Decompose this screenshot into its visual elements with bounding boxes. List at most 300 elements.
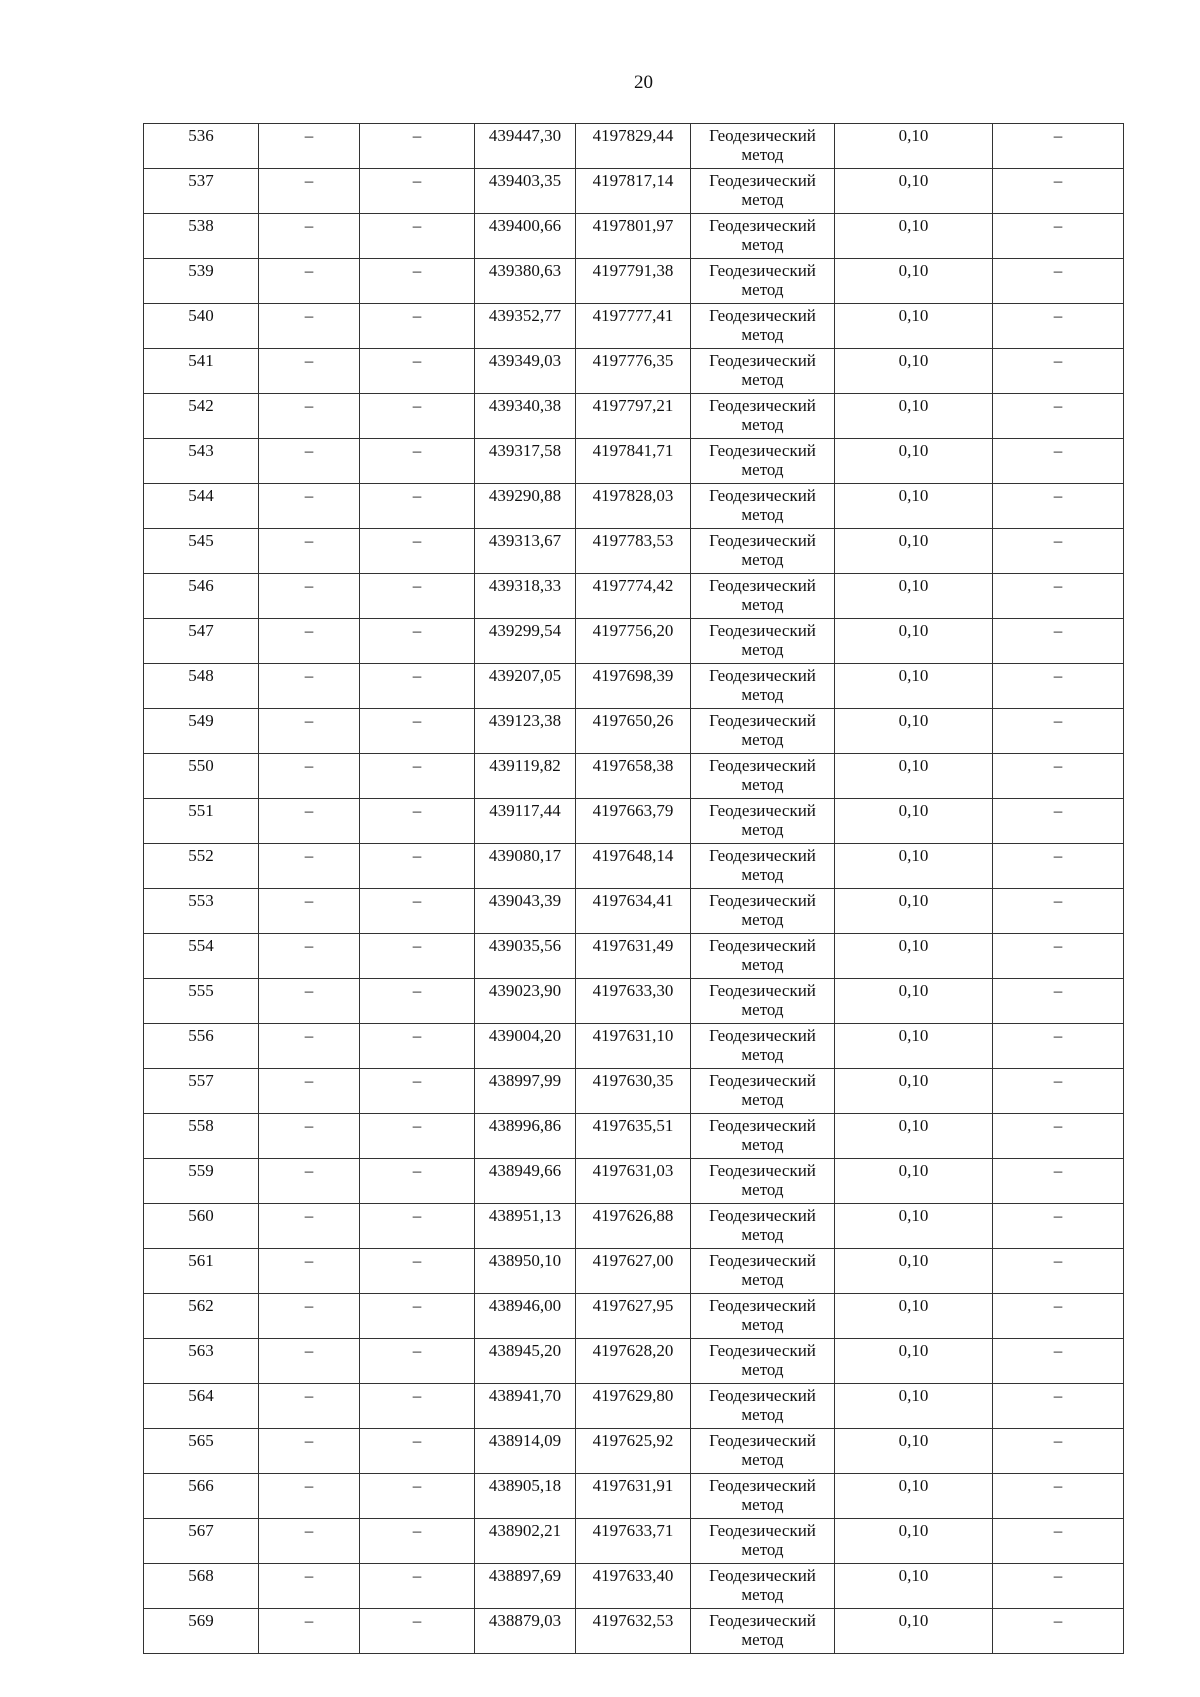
method-cell: Геодезический метод: [691, 574, 835, 619]
x-coordinate-cell: 439340,38: [475, 394, 576, 439]
table-body: [144, 124, 1124, 1654]
y-coordinate-cell: 4197777,41: [576, 304, 691, 349]
point-number-cell: 561: [144, 1249, 259, 1294]
x-coordinate-cell: 438914,09: [475, 1429, 576, 1474]
empty-value-cell: –: [360, 1249, 475, 1294]
empty-value-cell: –: [259, 124, 360, 169]
empty-value-cell: –: [360, 1519, 475, 1564]
accuracy-cell: 0,10: [835, 214, 993, 259]
empty-value-cell: –: [360, 1114, 475, 1159]
table-row: [144, 484, 1124, 529]
empty-value-cell: –: [259, 574, 360, 619]
table-row: [144, 124, 1124, 169]
accuracy-cell: 0,10: [835, 1294, 993, 1339]
x-coordinate-cell: 439349,03: [475, 349, 576, 394]
empty-value-cell: –: [259, 1564, 360, 1609]
x-coordinate-cell: 439400,66: [475, 214, 576, 259]
point-number-cell: 539: [144, 259, 259, 304]
table-row: [144, 214, 1124, 259]
point-number-cell: 550: [144, 754, 259, 799]
table-row: [144, 1294, 1124, 1339]
empty-value-cell: –: [259, 1159, 360, 1204]
accuracy-cell: 0,10: [835, 1609, 993, 1654]
y-coordinate-cell: 4197828,03: [576, 484, 691, 529]
table-row: [144, 1024, 1124, 1069]
empty-value-cell: –: [360, 754, 475, 799]
method-cell: Геодезический метод: [691, 484, 835, 529]
empty-value-cell: –: [993, 1474, 1124, 1519]
accuracy-cell: 0,10: [835, 1159, 993, 1204]
empty-value-cell: –: [259, 394, 360, 439]
empty-value-cell: –: [360, 619, 475, 664]
empty-value-cell: –: [360, 1069, 475, 1114]
point-number-cell: 549: [144, 709, 259, 754]
x-coordinate-cell: 439447,30: [475, 124, 576, 169]
method-cell: Геодезический метод: [691, 259, 835, 304]
x-coordinate-cell: 438996,86: [475, 1114, 576, 1159]
table-row: [144, 574, 1124, 619]
accuracy-cell: 0,10: [835, 394, 993, 439]
x-coordinate-cell: 438897,69: [475, 1564, 576, 1609]
accuracy-cell: 0,10: [835, 259, 993, 304]
x-coordinate-cell: 438879,03: [475, 1609, 576, 1654]
method-cell: Геодезический метод: [691, 439, 835, 484]
y-coordinate-cell: 4197817,14: [576, 169, 691, 214]
accuracy-cell: 0,10: [835, 619, 993, 664]
empty-value-cell: –: [259, 1249, 360, 1294]
accuracy-cell: 0,10: [835, 1249, 993, 1294]
table-row: [144, 709, 1124, 754]
empty-value-cell: –: [360, 1339, 475, 1384]
table-row: [144, 934, 1124, 979]
empty-value-cell: –: [993, 124, 1124, 169]
empty-value-cell: –: [993, 394, 1124, 439]
point-number-cell: 545: [144, 529, 259, 574]
table-row: [144, 529, 1124, 574]
empty-value-cell: –: [993, 1519, 1124, 1564]
method-cell: Геодезический метод: [691, 214, 835, 259]
table-row: [144, 889, 1124, 934]
table-row: [144, 1384, 1124, 1429]
y-coordinate-cell: 4197650,26: [576, 709, 691, 754]
y-coordinate-cell: 4197627,00: [576, 1249, 691, 1294]
point-number-cell: 553: [144, 889, 259, 934]
point-number-cell: 540: [144, 304, 259, 349]
empty-value-cell: –: [993, 1609, 1124, 1654]
method-cell: Геодезический метод: [691, 1294, 835, 1339]
point-number-cell: 546: [144, 574, 259, 619]
coordinates-table: [143, 123, 1124, 1654]
x-coordinate-cell: 439023,90: [475, 979, 576, 1024]
method-cell: Геодезический метод: [691, 529, 835, 574]
point-number-cell: 562: [144, 1294, 259, 1339]
method-cell: Геодезический метод: [691, 619, 835, 664]
x-coordinate-cell: 439318,33: [475, 574, 576, 619]
page-number: 20: [634, 72, 653, 93]
point-number-cell: 569: [144, 1609, 259, 1654]
x-coordinate-cell: 439123,38: [475, 709, 576, 754]
accuracy-cell: 0,10: [835, 1564, 993, 1609]
empty-value-cell: –: [360, 124, 475, 169]
empty-value-cell: –: [360, 1024, 475, 1069]
empty-value-cell: –: [259, 1204, 360, 1249]
point-number-cell: 568: [144, 1564, 259, 1609]
y-coordinate-cell: 4197698,39: [576, 664, 691, 709]
accuracy-cell: 0,10: [835, 979, 993, 1024]
y-coordinate-cell: 4197631,91: [576, 1474, 691, 1519]
x-coordinate-cell: 439043,39: [475, 889, 576, 934]
accuracy-cell: 0,10: [835, 169, 993, 214]
empty-value-cell: –: [360, 844, 475, 889]
point-number-cell: 556: [144, 1024, 259, 1069]
accuracy-cell: 0,10: [835, 349, 993, 394]
empty-value-cell: –: [259, 259, 360, 304]
y-coordinate-cell: 4197783,53: [576, 529, 691, 574]
y-coordinate-cell: 4197756,20: [576, 619, 691, 664]
y-coordinate-cell: 4197791,38: [576, 259, 691, 304]
empty-value-cell: –: [993, 1159, 1124, 1204]
table-row: [144, 1519, 1124, 1564]
y-coordinate-cell: 4197631,49: [576, 934, 691, 979]
table-row: [144, 799, 1124, 844]
point-number-cell: 537: [144, 169, 259, 214]
x-coordinate-cell: 439352,77: [475, 304, 576, 349]
empty-value-cell: –: [360, 889, 475, 934]
accuracy-cell: 0,10: [835, 1474, 993, 1519]
empty-value-cell: –: [360, 1384, 475, 1429]
accuracy-cell: 0,10: [835, 1114, 993, 1159]
method-cell: Геодезический метод: [691, 124, 835, 169]
accuracy-cell: 0,10: [835, 124, 993, 169]
y-coordinate-cell: 4197626,88: [576, 1204, 691, 1249]
empty-value-cell: –: [259, 1069, 360, 1114]
table-row: [144, 1204, 1124, 1249]
method-cell: Геодезический метод: [691, 799, 835, 844]
x-coordinate-cell: 438950,10: [475, 1249, 576, 1294]
empty-value-cell: –: [993, 1204, 1124, 1249]
y-coordinate-cell: 4197634,41: [576, 889, 691, 934]
x-coordinate-cell: 439380,63: [475, 259, 576, 304]
empty-value-cell: –: [993, 1384, 1124, 1429]
point-number-cell: 552: [144, 844, 259, 889]
y-coordinate-cell: 4197633,40: [576, 1564, 691, 1609]
empty-value-cell: –: [259, 1474, 360, 1519]
y-coordinate-cell: 4197633,30: [576, 979, 691, 1024]
empty-value-cell: –: [259, 349, 360, 394]
empty-value-cell: –: [993, 1024, 1124, 1069]
empty-value-cell: –: [993, 214, 1124, 259]
table-row: [144, 1564, 1124, 1609]
method-cell: Геодезический метод: [691, 709, 835, 754]
accuracy-cell: 0,10: [835, 754, 993, 799]
point-number-cell: 541: [144, 349, 259, 394]
x-coordinate-cell: 439313,67: [475, 529, 576, 574]
accuracy-cell: 0,10: [835, 484, 993, 529]
table-row: [144, 439, 1124, 484]
empty-value-cell: –: [993, 889, 1124, 934]
point-number-cell: 564: [144, 1384, 259, 1429]
y-coordinate-cell: 4197774,42: [576, 574, 691, 619]
empty-value-cell: –: [993, 259, 1124, 304]
accuracy-cell: 0,10: [835, 1519, 993, 1564]
empty-value-cell: –: [259, 1519, 360, 1564]
empty-value-cell: –: [259, 1384, 360, 1429]
point-number-cell: 542: [144, 394, 259, 439]
method-cell: Геодезический метод: [691, 1339, 835, 1384]
method-cell: Геодезический метод: [691, 169, 835, 214]
empty-value-cell: –: [360, 394, 475, 439]
x-coordinate-cell: 438905,18: [475, 1474, 576, 1519]
table-row: [144, 1609, 1124, 1654]
point-number-cell: 558: [144, 1114, 259, 1159]
empty-value-cell: –: [993, 529, 1124, 574]
method-cell: Геодезический метод: [691, 1564, 835, 1609]
accuracy-cell: 0,10: [835, 1024, 993, 1069]
empty-value-cell: –: [993, 619, 1124, 664]
empty-value-cell: –: [360, 979, 475, 1024]
x-coordinate-cell: 439080,17: [475, 844, 576, 889]
empty-value-cell: –: [259, 619, 360, 664]
method-cell: Геодезический метод: [691, 1204, 835, 1249]
table-row: [144, 844, 1124, 889]
empty-value-cell: –: [993, 844, 1124, 889]
y-coordinate-cell: 4197658,38: [576, 754, 691, 799]
method-cell: Геодезический метод: [691, 664, 835, 709]
table-row: [144, 259, 1124, 304]
empty-value-cell: –: [360, 169, 475, 214]
x-coordinate-cell: 438945,20: [475, 1339, 576, 1384]
empty-value-cell: –: [993, 484, 1124, 529]
empty-value-cell: –: [993, 169, 1124, 214]
y-coordinate-cell: 4197776,35: [576, 349, 691, 394]
empty-value-cell: –: [993, 1339, 1124, 1384]
y-coordinate-cell: 4197648,14: [576, 844, 691, 889]
empty-value-cell: –: [259, 304, 360, 349]
method-cell: Геодезический метод: [691, 1024, 835, 1069]
point-number-cell: 548: [144, 664, 259, 709]
empty-value-cell: –: [259, 979, 360, 1024]
empty-value-cell: –: [259, 214, 360, 259]
empty-value-cell: –: [993, 304, 1124, 349]
method-cell: Геодезический метод: [691, 1249, 835, 1294]
x-coordinate-cell: 439119,82: [475, 754, 576, 799]
empty-value-cell: –: [360, 304, 475, 349]
point-number-cell: 551: [144, 799, 259, 844]
table-row: [144, 1069, 1124, 1114]
empty-value-cell: –: [360, 1429, 475, 1474]
point-number-cell: 538: [144, 214, 259, 259]
empty-value-cell: –: [259, 1024, 360, 1069]
point-number-cell: 567: [144, 1519, 259, 1564]
empty-value-cell: –: [360, 529, 475, 574]
point-number-cell: 547: [144, 619, 259, 664]
empty-value-cell: –: [360, 1159, 475, 1204]
x-coordinate-cell: 438946,00: [475, 1294, 576, 1339]
point-number-cell: 554: [144, 934, 259, 979]
y-coordinate-cell: 4197635,51: [576, 1114, 691, 1159]
table-row: [144, 979, 1124, 1024]
empty-value-cell: –: [360, 1564, 475, 1609]
x-coordinate-cell: 438941,70: [475, 1384, 576, 1429]
empty-value-cell: –: [259, 484, 360, 529]
empty-value-cell: –: [993, 709, 1124, 754]
empty-value-cell: –: [360, 349, 475, 394]
accuracy-cell: 0,10: [835, 529, 993, 574]
method-cell: Геодезический метод: [691, 754, 835, 799]
table-row: [144, 1159, 1124, 1204]
table-row: [144, 1429, 1124, 1474]
table-row: [144, 169, 1124, 214]
empty-value-cell: –: [259, 1429, 360, 1474]
empty-value-cell: –: [993, 1429, 1124, 1474]
point-number-cell: 557: [144, 1069, 259, 1114]
accuracy-cell: 0,10: [835, 934, 993, 979]
x-coordinate-cell: 439117,44: [475, 799, 576, 844]
empty-value-cell: –: [993, 934, 1124, 979]
empty-value-cell: –: [993, 754, 1124, 799]
point-number-cell: 565: [144, 1429, 259, 1474]
empty-value-cell: –: [360, 709, 475, 754]
method-cell: Геодезический метод: [691, 979, 835, 1024]
y-coordinate-cell: 4197663,79: [576, 799, 691, 844]
empty-value-cell: –: [993, 799, 1124, 844]
empty-value-cell: –: [993, 439, 1124, 484]
method-cell: Геодезический метод: [691, 844, 835, 889]
empty-value-cell: –: [360, 799, 475, 844]
table-row: [144, 1339, 1124, 1384]
point-number-cell: 560: [144, 1204, 259, 1249]
y-coordinate-cell: 4197829,44: [576, 124, 691, 169]
y-coordinate-cell: 4197797,21: [576, 394, 691, 439]
method-cell: Геодезический метод: [691, 1069, 835, 1114]
accuracy-cell: 0,10: [835, 664, 993, 709]
empty-value-cell: –: [360, 664, 475, 709]
point-number-cell: 543: [144, 439, 259, 484]
method-cell: Геодезический метод: [691, 1609, 835, 1654]
empty-value-cell: –: [259, 1294, 360, 1339]
y-coordinate-cell: 4197628,20: [576, 1339, 691, 1384]
y-coordinate-cell: 4197632,53: [576, 1609, 691, 1654]
point-number-cell: 566: [144, 1474, 259, 1519]
accuracy-cell: 0,10: [835, 1429, 993, 1474]
empty-value-cell: –: [993, 1114, 1124, 1159]
y-coordinate-cell: 4197627,95: [576, 1294, 691, 1339]
accuracy-cell: 0,10: [835, 1339, 993, 1384]
x-coordinate-cell: 438949,66: [475, 1159, 576, 1204]
empty-value-cell: –: [993, 1294, 1124, 1339]
y-coordinate-cell: 4197625,92: [576, 1429, 691, 1474]
empty-value-cell: –: [993, 574, 1124, 619]
empty-value-cell: –: [259, 1114, 360, 1159]
y-coordinate-cell: 4197631,10: [576, 1024, 691, 1069]
empty-value-cell: –: [360, 484, 475, 529]
empty-value-cell: –: [259, 754, 360, 799]
method-cell: Геодезический метод: [691, 349, 835, 394]
empty-value-cell: –: [993, 349, 1124, 394]
x-coordinate-cell: 438997,99: [475, 1069, 576, 1114]
method-cell: Геодезический метод: [691, 1474, 835, 1519]
accuracy-cell: 0,10: [835, 844, 993, 889]
empty-value-cell: –: [360, 1609, 475, 1654]
empty-value-cell: –: [259, 934, 360, 979]
empty-value-cell: –: [360, 1474, 475, 1519]
accuracy-cell: 0,10: [835, 1069, 993, 1114]
accuracy-cell: 0,10: [835, 709, 993, 754]
y-coordinate-cell: 4197629,80: [576, 1384, 691, 1429]
empty-value-cell: –: [259, 439, 360, 484]
x-coordinate-cell: 439403,35: [475, 169, 576, 214]
x-coordinate-cell: 439035,56: [475, 934, 576, 979]
table-row: [144, 619, 1124, 664]
empty-value-cell: –: [259, 709, 360, 754]
x-coordinate-cell: 438902,21: [475, 1519, 576, 1564]
empty-value-cell: –: [360, 1204, 475, 1249]
empty-value-cell: –: [259, 889, 360, 934]
table-row: [144, 754, 1124, 799]
method-cell: Геодезический метод: [691, 1519, 835, 1564]
accuracy-cell: 0,10: [835, 799, 993, 844]
empty-value-cell: –: [259, 529, 360, 574]
method-cell: Геодезический метод: [691, 1429, 835, 1474]
empty-value-cell: –: [360, 934, 475, 979]
empty-value-cell: –: [993, 1564, 1124, 1609]
point-number-cell: 555: [144, 979, 259, 1024]
table-row: [144, 304, 1124, 349]
point-number-cell: 544: [144, 484, 259, 529]
empty-value-cell: –: [360, 574, 475, 619]
empty-value-cell: –: [360, 259, 475, 304]
accuracy-cell: 0,10: [835, 889, 993, 934]
x-coordinate-cell: 439299,54: [475, 619, 576, 664]
x-coordinate-cell: 439317,58: [475, 439, 576, 484]
table-row: [144, 394, 1124, 439]
method-cell: Геодезический метод: [691, 889, 835, 934]
table-row: [144, 1249, 1124, 1294]
accuracy-cell: 0,10: [835, 1204, 993, 1249]
x-coordinate-cell: 439004,20: [475, 1024, 576, 1069]
empty-value-cell: –: [259, 1339, 360, 1384]
table-row: [144, 1114, 1124, 1159]
y-coordinate-cell: 4197801,97: [576, 214, 691, 259]
empty-value-cell: –: [360, 214, 475, 259]
y-coordinate-cell: 4197631,03: [576, 1159, 691, 1204]
empty-value-cell: –: [360, 1294, 475, 1339]
accuracy-cell: 0,10: [835, 1384, 993, 1429]
method-cell: Геодезический метод: [691, 934, 835, 979]
y-coordinate-cell: 4197633,71: [576, 1519, 691, 1564]
accuracy-cell: 0,10: [835, 304, 993, 349]
method-cell: Геодезический метод: [691, 304, 835, 349]
method-cell: Геодезический метод: [691, 1114, 835, 1159]
point-number-cell: 536: [144, 124, 259, 169]
method-cell: Геодезический метод: [691, 1159, 835, 1204]
y-coordinate-cell: 4197841,71: [576, 439, 691, 484]
empty-value-cell: –: [259, 844, 360, 889]
empty-value-cell: –: [259, 1609, 360, 1654]
empty-value-cell: –: [360, 439, 475, 484]
empty-value-cell: –: [259, 664, 360, 709]
table-row: [144, 664, 1124, 709]
x-coordinate-cell: 439290,88: [475, 484, 576, 529]
empty-value-cell: –: [993, 1069, 1124, 1114]
y-coordinate-cell: 4197630,35: [576, 1069, 691, 1114]
table-row: [144, 1474, 1124, 1519]
point-number-cell: 559: [144, 1159, 259, 1204]
empty-value-cell: –: [259, 799, 360, 844]
table-row: [144, 349, 1124, 394]
empty-value-cell: –: [993, 1249, 1124, 1294]
x-coordinate-cell: 438951,13: [475, 1204, 576, 1249]
